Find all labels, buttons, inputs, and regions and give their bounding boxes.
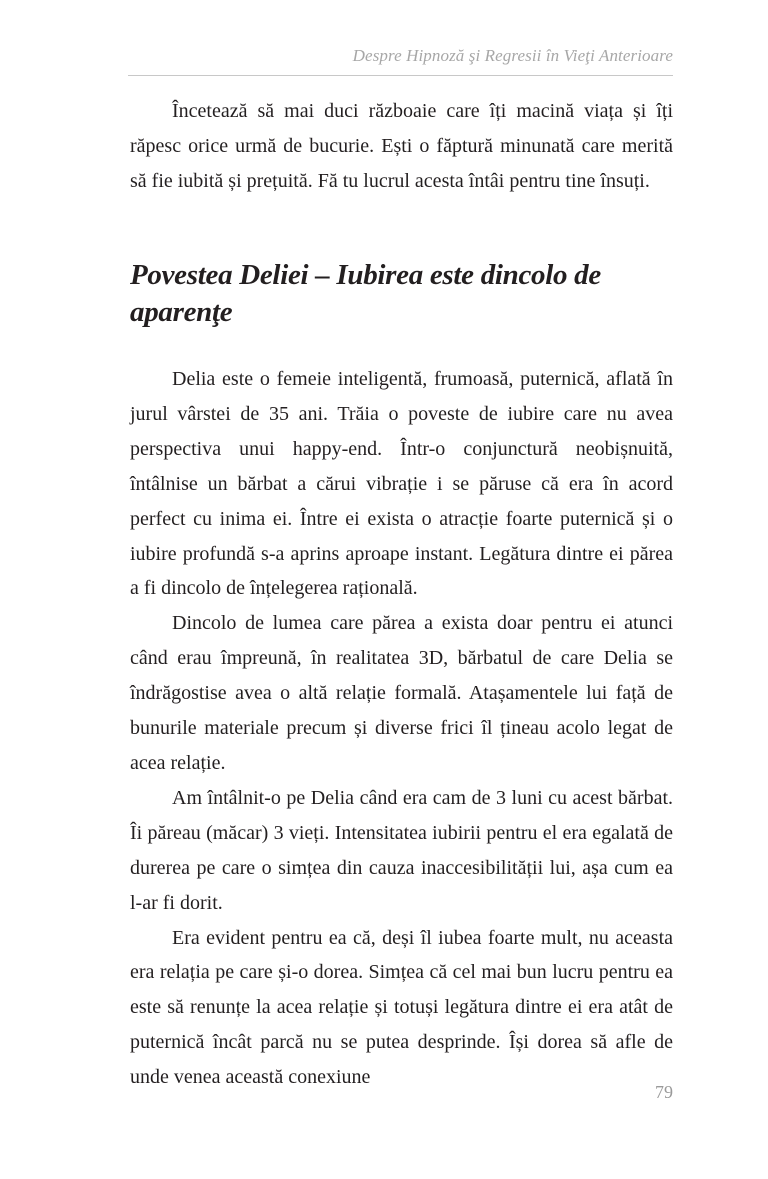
page-number: 79 — [655, 1082, 673, 1102]
running-header: Despre Hipnoză şi Regresii în Vieţi Anterioare — [352, 46, 673, 65]
header-divider — [128, 75, 673, 76]
body-paragraph-1: Delia este o femeie inteligentă, frumoasă, puternică, aflată în jurul vârstei de 35 ani. Trăia o poveste de iubire care nu avea perspectiva unui happy-end. Într-o conjunctură neobișnuită, întâlnise un bărbat a cărui vibrație i se păruse că era în acord perfect cu inima ei. Între ei exista o atracție foarte puternică și o iubire profundă s-a aprins aproape instant. Legătura dintre ei părea a fi dincolo de înțelegerea rațională. — [130, 368, 673, 600]
intro-section — [130, 94, 673, 199]
body-paragraph-2: Dincolo de lumea care părea a exista doar pentru ei atunci când erau împreună, în realitatea 3D, bărbatul de care Delia se îndrăgostise avea o altă relație formală. Atașamentele lui față de bunurile materiale precum și diverse frici îl țineau acolo legat de acea relație. — [130, 612, 673, 774]
intro-paragraph: Încetează să mai duci războaie care îți macină viața și îți răpesc orice urmă de bucurie. Ești o făptură minunată care merită să fie iubită și prețuită. Fă tu lucrul acesta întâi pentru tine însuți. — [130, 100, 673, 192]
chapter-title: Povestea Deliei – Iubirea este dincolo de aparenţe — [130, 259, 601, 328]
body-paragraph-4: Era evident pentru ea că, deși îl iubea foarte mult, nu aceasta era relația pe care și-o dorea. Simțea că cel mai bun lucru pentru ea este să renunțe la acea relație și totuși legătura dintre ei era atât de puternică încât parcă nu se putea desprinde. Își dorea să afle de unde venea această conexiune — [130, 926, 673, 1089]
body-paragraph-3: Am întâlnit-o pe Delia când era cam de 3 luni cu acest bărbat. Îi păreau (măcar) 3 vieți. Intensitatea iubirii pentru el era egalată de durerea pe care o simțea din cauza inaccesibilității lui, așa cum ea l-ar fi dorit. — [130, 786, 673, 914]
chapter-body — [130, 362, 673, 1095]
